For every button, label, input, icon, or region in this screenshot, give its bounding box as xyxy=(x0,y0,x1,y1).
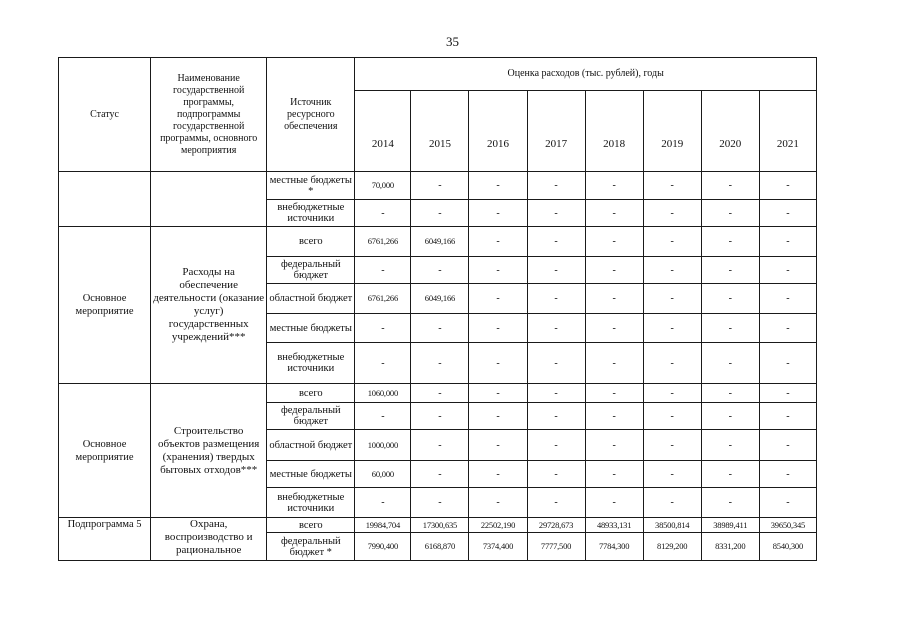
value-cell: - xyxy=(469,384,527,403)
header-name: Наименование государственной программы, подпрограммы государственной программы, основного мероприятия xyxy=(151,58,267,172)
value-cell: 6761,266 xyxy=(355,227,411,257)
value-cell: 70,000 xyxy=(355,172,411,200)
table-row xyxy=(59,172,817,200)
value-cell: - xyxy=(585,172,643,200)
value-cell: - xyxy=(355,343,411,384)
value-cell: 17300,635 xyxy=(411,518,469,533)
value-cell: - xyxy=(411,314,469,343)
table-row xyxy=(59,384,817,403)
value-cell: - xyxy=(469,314,527,343)
value-cell: - xyxy=(355,314,411,343)
value-cell: 38989,411 xyxy=(701,518,759,533)
table-row xyxy=(59,227,817,257)
value-cell: - xyxy=(759,461,816,488)
value-cell: - xyxy=(643,461,701,488)
value-cell: 19984,704 xyxy=(355,518,411,533)
value-cell: - xyxy=(643,172,701,200)
value-cell: - xyxy=(585,314,643,343)
value-cell: - xyxy=(585,430,643,461)
value-cell: - xyxy=(527,488,585,518)
value-cell: - xyxy=(469,488,527,518)
value-cell: - xyxy=(701,384,759,403)
value-cell: - xyxy=(411,257,469,284)
value-cell: - xyxy=(355,257,411,284)
value-cell: - xyxy=(469,172,527,200)
value-cell: - xyxy=(527,172,585,200)
status-cell: Основное мероприятие xyxy=(59,384,151,518)
page-number: 35 xyxy=(446,34,459,49)
value-cell: 8331,200 xyxy=(701,533,759,561)
value-cell: - xyxy=(411,461,469,488)
value-cell: 38500,814 xyxy=(643,518,701,533)
funding-source-cell: всего xyxy=(267,518,355,533)
value-cell: - xyxy=(469,200,527,227)
value-cell: - xyxy=(469,461,527,488)
value-cell: - xyxy=(643,227,701,257)
value-cell: - xyxy=(527,227,585,257)
value-cell: - xyxy=(759,227,816,257)
header-year: 2014 xyxy=(355,91,411,172)
value-cell: - xyxy=(643,284,701,314)
value-cell: - xyxy=(411,488,469,518)
value-cell: 1060,000 xyxy=(355,384,411,403)
value-cell: - xyxy=(527,403,585,430)
value-cell: - xyxy=(759,200,816,227)
value-cell: - xyxy=(643,403,701,430)
program-name-cell: Строительство объектов размещения (хранения) твердых бытовых отходов*** xyxy=(151,384,267,518)
value-cell: - xyxy=(701,488,759,518)
value-cell: 6049,166 xyxy=(411,284,469,314)
value-cell: - xyxy=(759,257,816,284)
value-cell: - xyxy=(585,200,643,227)
funding-source-cell: федеральный бюджет xyxy=(267,403,355,430)
value-cell: - xyxy=(527,343,585,384)
funding-source-cell: федеральный бюджет * xyxy=(267,533,355,561)
value-cell: - xyxy=(701,172,759,200)
funding-source-cell: внебюджетные источники xyxy=(267,200,355,227)
value-cell: 29728,673 xyxy=(527,518,585,533)
value-cell: - xyxy=(411,430,469,461)
value-cell: - xyxy=(643,384,701,403)
funding-source-cell: внебюджетные источники xyxy=(267,488,355,518)
funding-source-cell: областной бюджет xyxy=(267,430,355,461)
header-year: 2016 xyxy=(469,91,527,172)
value-cell: - xyxy=(411,403,469,430)
funding-source-cell: местные бюджеты xyxy=(267,314,355,343)
value-cell: - xyxy=(527,430,585,461)
value-cell: - xyxy=(585,227,643,257)
value-cell: - xyxy=(759,488,816,518)
value-cell: - xyxy=(643,343,701,384)
status-cell xyxy=(59,172,151,227)
value-cell: - xyxy=(585,461,643,488)
value-cell: - xyxy=(643,488,701,518)
table-row xyxy=(59,518,817,533)
value-cell: - xyxy=(759,403,816,430)
value-cell: - xyxy=(469,430,527,461)
status-cell: Основное мероприятие xyxy=(59,227,151,384)
value-cell: - xyxy=(527,461,585,488)
value-cell: - xyxy=(585,384,643,403)
value-cell: - xyxy=(527,314,585,343)
header-estimate: Оценка расходов (тыс. рублей), годы xyxy=(355,58,817,91)
table-body xyxy=(59,172,817,561)
value-cell: - xyxy=(585,488,643,518)
value-cell: - xyxy=(585,403,643,430)
program-name-cell: Охрана, воспроизводство и рациональное xyxy=(151,518,267,561)
funding-source-cell: местные бюджеты xyxy=(267,461,355,488)
value-cell: - xyxy=(527,200,585,227)
value-cell: - xyxy=(759,284,816,314)
value-cell: - xyxy=(643,257,701,284)
value-cell: 48933,131 xyxy=(585,518,643,533)
value-cell: - xyxy=(469,257,527,284)
value-cell: 8129,200 xyxy=(643,533,701,561)
value-cell: - xyxy=(469,403,527,430)
program-name-cell xyxy=(151,172,267,227)
value-cell: - xyxy=(585,257,643,284)
value-cell: - xyxy=(585,284,643,314)
value-cell: - xyxy=(701,314,759,343)
funding-source-cell: федеральный бюджет xyxy=(267,257,355,284)
value-cell: - xyxy=(469,284,527,314)
value-cell: 1000,000 xyxy=(355,430,411,461)
value-cell: - xyxy=(355,403,411,430)
value-cell: - xyxy=(759,384,816,403)
value-cell: - xyxy=(759,343,816,384)
table-header xyxy=(59,58,817,172)
value-cell: - xyxy=(701,403,759,430)
funding-source-cell: всего xyxy=(267,227,355,257)
value-cell: 60,000 xyxy=(355,461,411,488)
value-cell: - xyxy=(643,200,701,227)
value-cell: - xyxy=(585,343,643,384)
value-cell: - xyxy=(759,172,816,200)
header-year: 2017 xyxy=(527,91,585,172)
value-cell: - xyxy=(411,384,469,403)
funding-source-cell: всего xyxy=(267,384,355,403)
value-cell: 6168,870 xyxy=(411,533,469,561)
value-cell: - xyxy=(527,284,585,314)
value-cell: - xyxy=(643,314,701,343)
header-year: 2018 xyxy=(585,91,643,172)
value-cell: 7777,500 xyxy=(527,533,585,561)
value-cell: 7990,400 xyxy=(355,533,411,561)
value-cell: - xyxy=(411,172,469,200)
value-cell: 6049,166 xyxy=(411,227,469,257)
value-cell: - xyxy=(701,257,759,284)
status-cell: Подпрограмма 5 xyxy=(59,518,151,561)
value-cell: 8540,300 xyxy=(759,533,816,561)
program-name-cell: Расходы на обеспечение деятельности (оказание услуг) государственных учреждений*** xyxy=(151,227,267,384)
value-cell: 22502,190 xyxy=(469,518,527,533)
value-cell: - xyxy=(527,384,585,403)
header-source: Источник ресурсного обеспечения xyxy=(267,58,355,172)
value-cell: - xyxy=(643,430,701,461)
funding-source-cell: внебюджетные источники xyxy=(267,343,355,384)
value-cell: - xyxy=(701,284,759,314)
value-cell: - xyxy=(355,200,411,227)
value-cell: - xyxy=(701,430,759,461)
header-year: 2015 xyxy=(411,91,469,172)
header-year: 2019 xyxy=(643,91,701,172)
value-cell: - xyxy=(759,430,816,461)
value-cell: - xyxy=(701,200,759,227)
value-cell: - xyxy=(527,257,585,284)
value-cell: 39650,345 xyxy=(759,518,816,533)
value-cell: 7784,300 xyxy=(585,533,643,561)
value-cell: - xyxy=(411,343,469,384)
value-cell: - xyxy=(759,314,816,343)
funding-source-cell: областной бюджет xyxy=(267,284,355,314)
header-status: Статус xyxy=(59,58,151,172)
value-cell: - xyxy=(701,227,759,257)
value-cell: - xyxy=(469,343,527,384)
header-year: 2020 xyxy=(701,91,759,172)
value-cell: - xyxy=(469,227,527,257)
value-cell: 7374,400 xyxy=(469,533,527,561)
funding-source-cell: местные бюджеты * xyxy=(267,172,355,200)
value-cell: - xyxy=(411,200,469,227)
header-year: 2021 xyxy=(759,91,816,172)
value-cell: - xyxy=(355,488,411,518)
value-cell: - xyxy=(701,461,759,488)
value-cell: - xyxy=(701,343,759,384)
value-cell: 6761,266 xyxy=(355,284,411,314)
budget-table xyxy=(58,57,817,561)
